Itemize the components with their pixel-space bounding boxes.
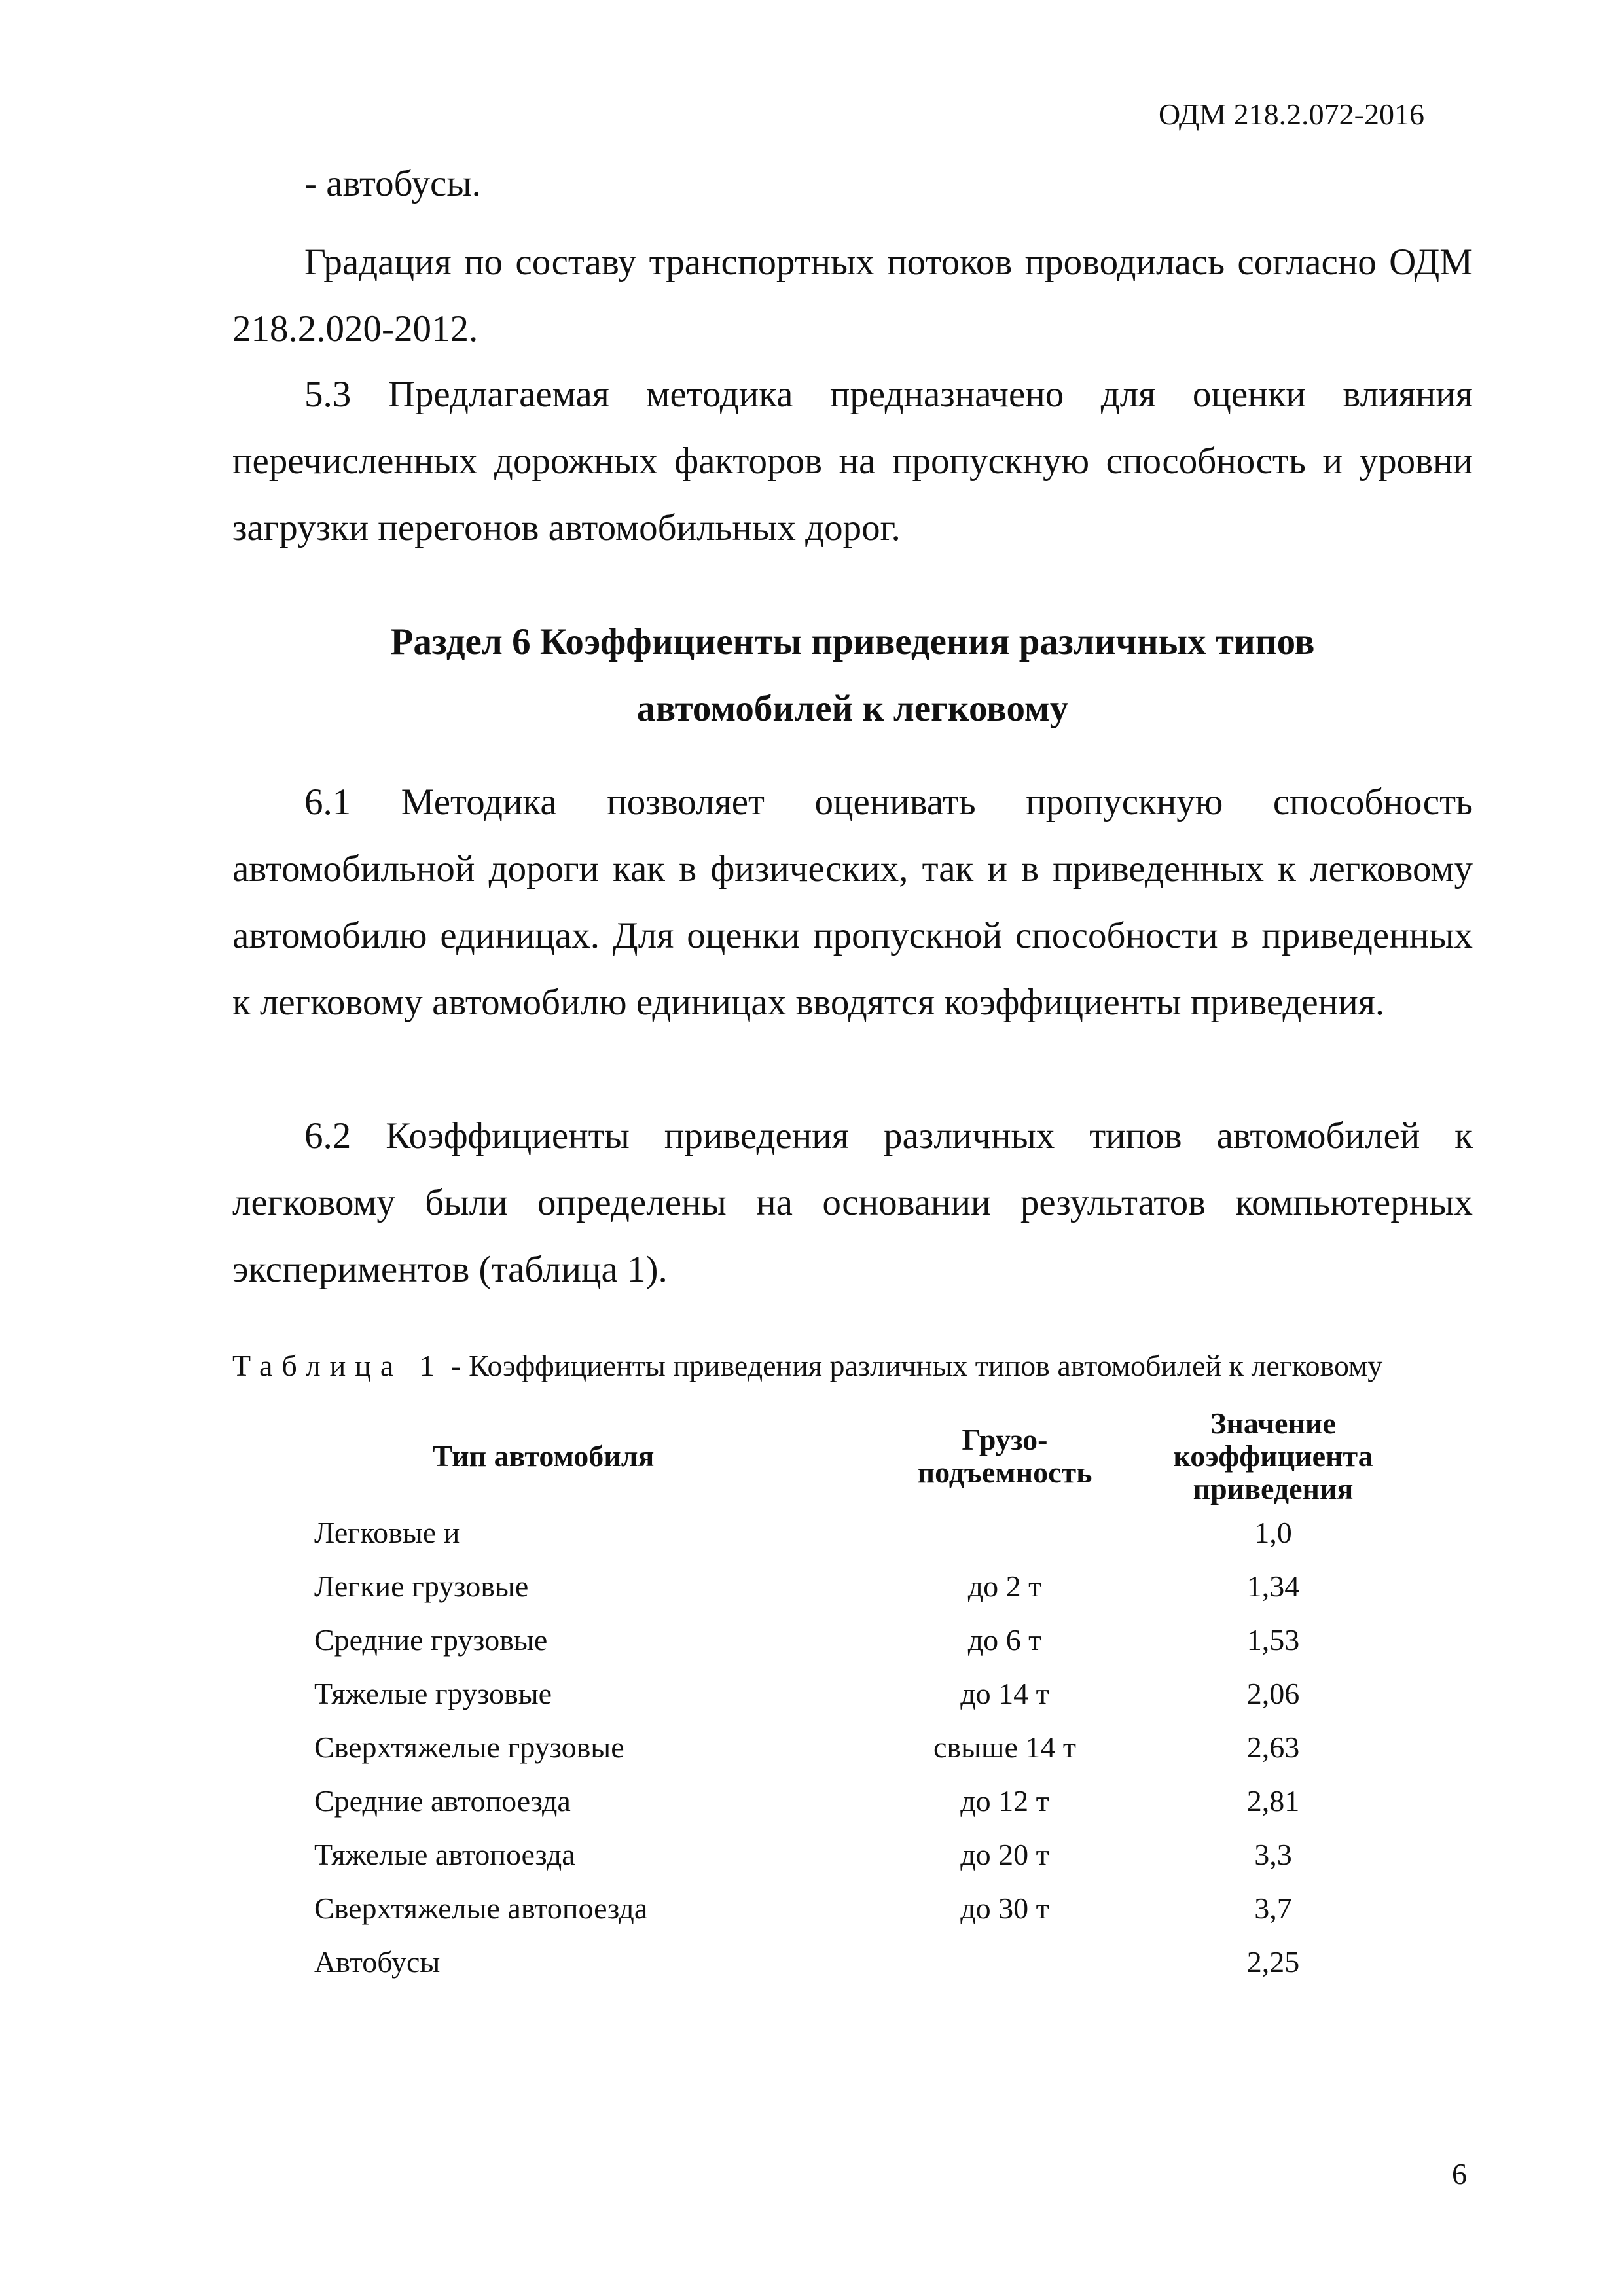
cell-type: Легковые и bbox=[314, 1515, 460, 1549]
cell-capacity bbox=[884, 1505, 1126, 1559]
cell-coef: 2,25 bbox=[1246, 1945, 1300, 1979]
paragraph-gradation bbox=[232, 229, 1473, 363]
paragraph-6-2-text: 6.2 Коэффициенты приведения различных типов автомобилей к легковому были определены на основании результатов компьютерных экспериментов (таблица 1). bbox=[232, 1115, 1473, 1290]
cell-capacity: свыше 14 т bbox=[933, 1730, 1076, 1764]
header-vehicle-type: Тип автомобиля bbox=[432, 1439, 655, 1473]
table-caption-label: Таблица 1 bbox=[232, 1349, 444, 1382]
paragraph-6-2 bbox=[232, 1103, 1473, 1303]
cell-coef: 2,63 bbox=[1246, 1730, 1300, 1764]
cell-coef: 3,7 bbox=[1254, 1891, 1292, 1925]
cell-type: Сверхтяжелые грузовые bbox=[314, 1730, 624, 1764]
cell-type: Средние автопоезда bbox=[314, 1784, 571, 1818]
cell-type: Автобусы bbox=[314, 1945, 441, 1979]
cell-capacity: до 6 т bbox=[967, 1623, 1042, 1657]
paragraph-gradation-text: Градация по составу транспортных потоков проводилась согласно ОДМ 218.2.020-2012. bbox=[232, 242, 1473, 350]
cell-capacity: до 20 т bbox=[960, 1837, 1049, 1871]
paragraph-5-3 bbox=[232, 361, 1473, 562]
table-row bbox=[295, 1720, 1420, 1774]
table-row bbox=[295, 1881, 1420, 1935]
cell-coef: 2,06 bbox=[1246, 1676, 1300, 1710]
cell-type: Тяжелые грузовые bbox=[314, 1676, 552, 1710]
table-row bbox=[295, 1774, 1420, 1827]
table-row bbox=[295, 1666, 1420, 1720]
cell-coef: 1,0 bbox=[1254, 1515, 1292, 1549]
coefficients-table bbox=[295, 1407, 1420, 1988]
table-caption bbox=[232, 1348, 1382, 1383]
table-caption-text: - Коэффициенты приведения различных типов автомобилей к легковому bbox=[443, 1349, 1383, 1382]
cell-coef: 2,81 bbox=[1246, 1784, 1300, 1818]
header-coefficient: Значение коэффициента приведения bbox=[1173, 1407, 1373, 1505]
paragraph-5-3-text: 5.3 Предлагаемая методика предназначено для оценки влияния перечисленных дорожных факторов на пропускную способность и уровни загрузки перегонов автомобильных дорог. bbox=[232, 374, 1473, 548]
section-heading-line-1: Раздел 6 Коэффициенты приведения различных типов bbox=[390, 621, 1315, 662]
cell-type: Средние грузовые bbox=[314, 1623, 548, 1657]
header-capacity: Грузо-подъемность bbox=[917, 1423, 1092, 1489]
list-item-buses: - автобусы. bbox=[304, 163, 481, 204]
cell-type: Легкие грузовые bbox=[314, 1569, 529, 1603]
cell-capacity: до 14 т bbox=[960, 1676, 1049, 1710]
cell-capacity: до 12 т bbox=[960, 1784, 1049, 1818]
cell-coef: 1,53 bbox=[1246, 1623, 1300, 1657]
cell-capacity bbox=[884, 1935, 1126, 1988]
cell-coef: 3,3 bbox=[1254, 1837, 1292, 1871]
table-row bbox=[295, 1827, 1420, 1881]
cell-type: Тяжелые автопоезда bbox=[314, 1837, 575, 1871]
table-row bbox=[295, 1935, 1420, 1988]
paragraph-6-1-text: 6.1 Методика позволяет оценивать пропускную способность автомобильной дороги как в физических, так и в приведенных к легковому автомобилю единицах. Для оценки пропускной способности в приведенных к легковому автомобилю единицах вводятся коэффициенты приведения. bbox=[232, 781, 1473, 1023]
page-number: 6 bbox=[1452, 2157, 1467, 2191]
section-heading bbox=[232, 609, 1473, 742]
table-row bbox=[295, 1505, 1420, 1559]
cell-capacity: до 30 т bbox=[960, 1891, 1049, 1925]
cell-type: Сверхтяжелые автопоезда bbox=[314, 1891, 648, 1925]
document-code: ОДМ 218.2.072-2016 bbox=[1158, 98, 1424, 131]
table-row bbox=[295, 1613, 1420, 1666]
cell-coef: 1,34 bbox=[1246, 1569, 1300, 1603]
table-row bbox=[295, 1559, 1420, 1613]
table-header-row bbox=[295, 1407, 1420, 1505]
section-heading-line-2: автомобилей к легковому bbox=[636, 688, 1069, 729]
paragraph-6-1 bbox=[232, 769, 1473, 1036]
cell-capacity: до 2 т bbox=[967, 1569, 1042, 1603]
